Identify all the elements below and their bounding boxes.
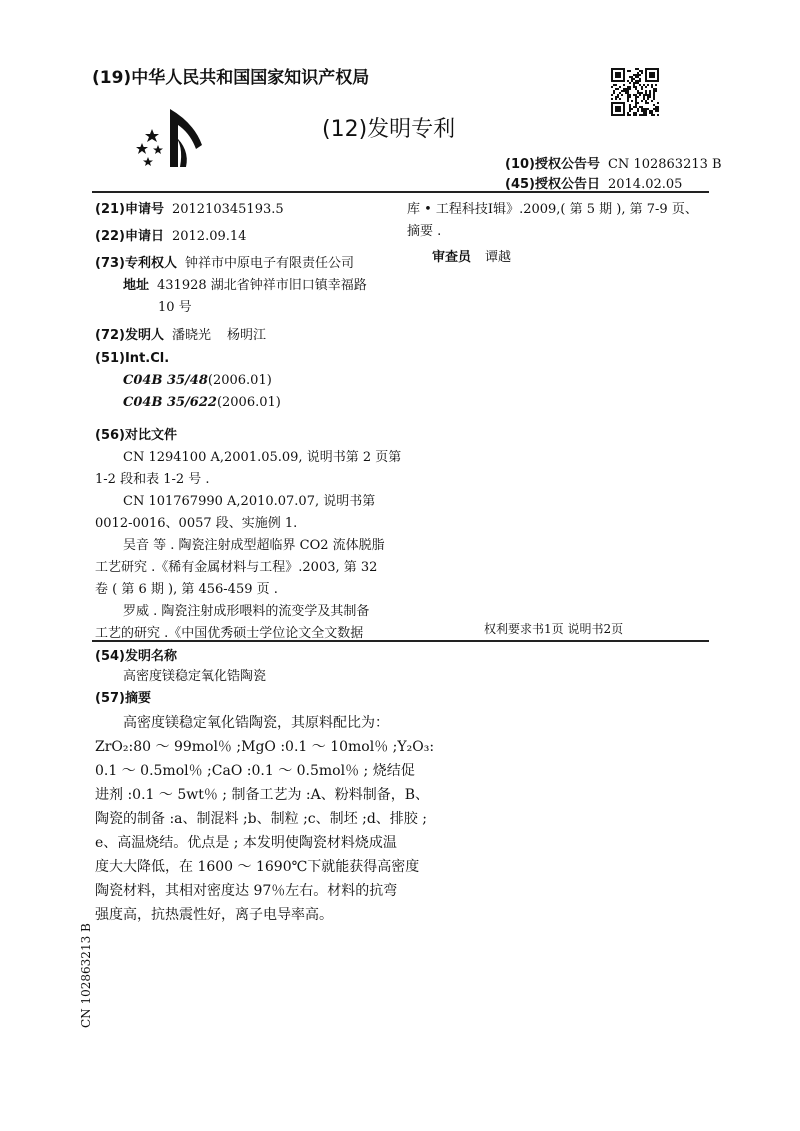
abstract-line: 陶瓷材料，其相对密度达 97％左右。材料的抗弯 <box>95 883 398 899</box>
invention-title: 高密度镁稳定氧化锆陶瓷 <box>123 669 267 684</box>
abstract-line: 0.1 ～ 0.5mol％ ;CaO :0.1 ～ 0.5mol％ ; 烧结促 <box>95 763 415 779</box>
address-label: 地址 <box>123 278 150 293</box>
invention-title-label: (54)发明名称 <box>95 649 177 664</box>
abstract-line: 进剂 :0.1 ～ 5wt％ ; 制备工艺为 :A、粉料制备，B、 <box>95 787 430 803</box>
reference-line: 罗威 . 陶瓷注射成形喂料的流变学及其制备 <box>123 604 370 619</box>
abstract-line: 高密度镁稳定氧化锆陶瓷，其原料配比为： <box>123 715 389 731</box>
patent-holder <box>95 252 354 271</box>
address <box>123 274 367 293</box>
reference-line: 吴音 等 . 陶瓷注射成型超临界 CO2 流体脱脂 <box>123 538 385 553</box>
side-publication-number-text: CN 102863213 B <box>79 923 93 1028</box>
ipc-1-code: C04B 35/48 <box>123 373 208 388</box>
application-number-value: 201210345193.5 <box>171 202 284 217</box>
ipc-2 <box>123 395 281 410</box>
office-name: (19)中华人民共和国国家知识产权局 <box>92 68 370 88</box>
abstract-line: e、高温烧结。优点是 ; 本发明使陶瓷材料烧成温 <box>95 835 397 851</box>
application-date-value: 2012.09.14 <box>171 229 247 244</box>
publication-date <box>505 173 682 192</box>
address-line-1: 431928 湖北省钟祥市旧口镇幸福路 <box>157 278 367 293</box>
side-publication-number <box>70 900 100 1030</box>
ipc-1 <box>123 373 272 388</box>
patent-holder-value: 钟祥市中原电子有限责任公司 <box>184 256 354 271</box>
references-label: (56)对比文件 <box>95 428 177 443</box>
application-date-label: (22)申请日 <box>95 229 164 244</box>
application-number-label: (21)申请号 <box>95 202 164 217</box>
inventors <box>95 324 266 343</box>
page-count: 权利要求书1页 说明书2页 <box>484 622 624 636</box>
application-number <box>95 198 284 217</box>
reference-line: 0012-0016、0057 段、实施例 1. <box>95 516 298 531</box>
address-line-2: 10 号 <box>158 300 192 315</box>
inventor-2: 杨明江 <box>227 328 267 343</box>
document-type: (12)发明专利 <box>322 117 456 142</box>
examiner-value: 谭越 <box>485 250 512 265</box>
publication-date-value: 2014.02.05 <box>607 177 683 192</box>
abstract-line: 强度高，抗热震性好，离子电导率高。 <box>95 907 333 923</box>
application-date <box>95 225 246 244</box>
examiner-label: 审查员 <box>432 250 472 265</box>
publication-number <box>505 153 722 172</box>
sipo-logo <box>130 105 208 173</box>
reference-line: 卷 ( 第 6 期 ), 第 456-459 页 . <box>95 582 278 597</box>
publication-date-label: (45)授权公告日 <box>505 177 600 192</box>
abstract-line: 度大大降低，在 1600 ～ 1690℃下就能获得高密度 <box>95 859 420 875</box>
reference-continuation-2: 摘要 . <box>407 224 442 239</box>
abstract-label: (57)摘要 <box>95 691 151 706</box>
ipc-label: (51)Int.Cl. <box>95 351 170 366</box>
inventors-label: (72)发明人 <box>95 328 164 343</box>
section-rule <box>92 640 709 642</box>
reference-line: 1-2 段和表 1-2 号 . <box>95 472 210 487</box>
reference-continuation-1: 库 • 工程科技Ⅰ辑》.2009,( 第 5 期 ), 第 7-9 页、 <box>407 202 698 217</box>
ipc-2-code: C04B 35/622 <box>123 395 217 410</box>
publication-number-value: CN 102863213 B <box>607 157 722 172</box>
reference-line: CN 101767990 A,2010.07.07, 说明书第 <box>123 494 376 509</box>
ipc-1-year: (2006.01) <box>207 373 272 388</box>
reference-line: CN 1294100 A,2001.05.09, 说明书第 2 页第 <box>123 450 402 465</box>
abstract-line: ZrO₂:80 ～ 99mol％ ;MgO :0.1 ～ 10mol％ ;Y₂O₃: <box>95 739 435 755</box>
header-rule <box>92 191 709 193</box>
qr-code <box>611 68 659 116</box>
inventor-1: 潘晓光 <box>171 328 211 343</box>
reference-line: 工艺的研究 .《中国优秀硕士学位论文全文数据 <box>95 626 364 641</box>
examiner <box>432 246 511 265</box>
abstract-line: 陶瓷的制备 :a、制混料 ;b、制粒 ;c、制坯 ;d、排胶 ; <box>95 811 427 827</box>
reference-line: 工艺研究 .《稀有金属材料与工程》.2003, 第 32 <box>95 560 378 575</box>
ipc-2-year: (2006.01) <box>216 395 281 410</box>
publication-number-label: (10)授权公告号 <box>505 157 600 172</box>
patent-holder-label: (73)专利权人 <box>95 256 177 271</box>
